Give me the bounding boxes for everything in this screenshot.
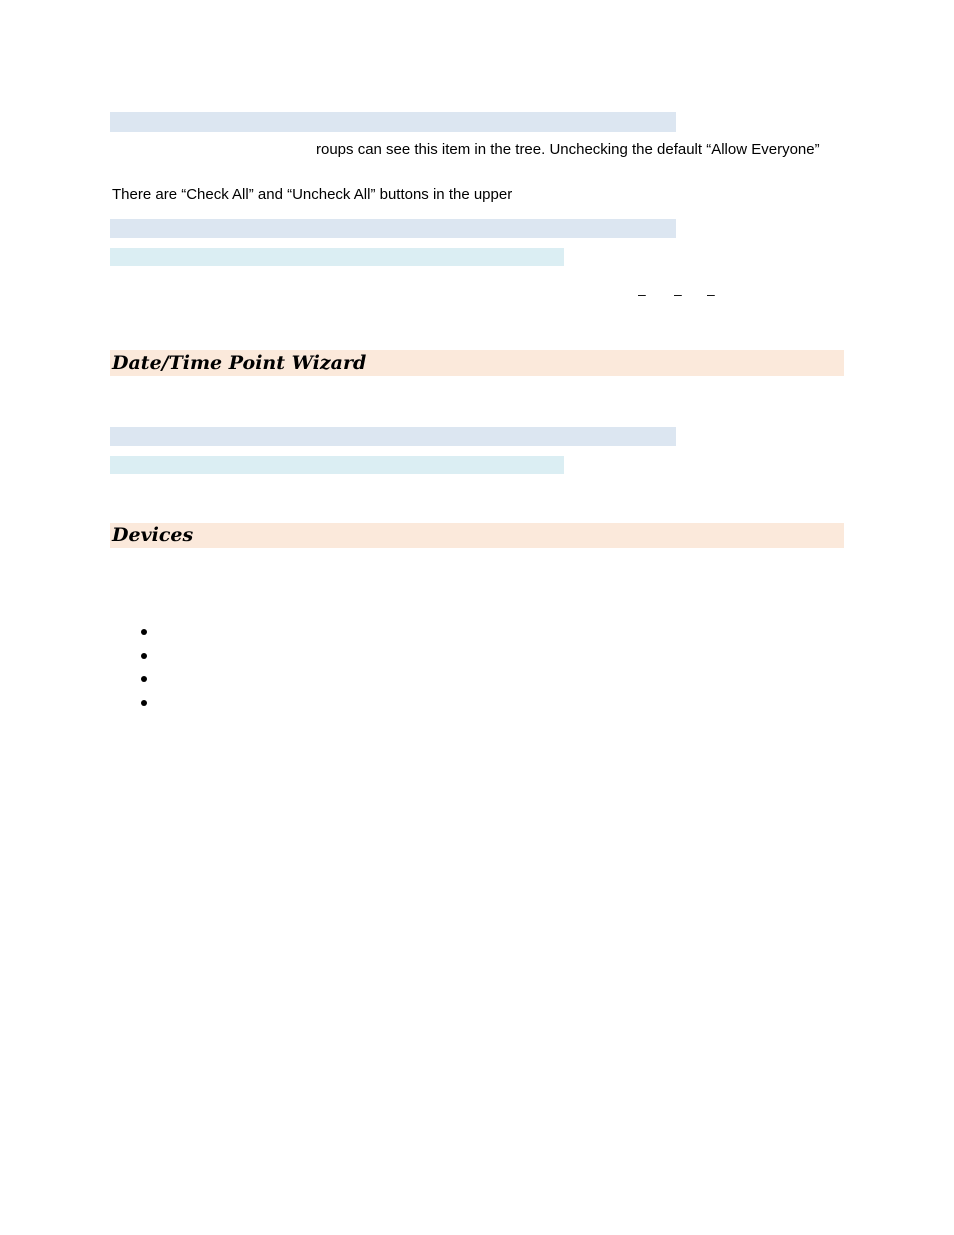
bullet-icon bbox=[141, 676, 147, 682]
section-heading-devices: Devices bbox=[110, 523, 844, 548]
dash-mark: – bbox=[674, 286, 682, 302]
list-item bbox=[140, 669, 148, 693]
bullet-icon bbox=[141, 700, 147, 706]
dash-mark: – bbox=[707, 286, 715, 302]
bullet-icon bbox=[141, 653, 147, 659]
list-item bbox=[140, 646, 148, 670]
dash-mark: – bbox=[638, 286, 646, 302]
bullet-icon bbox=[141, 629, 147, 635]
highlight-bar bbox=[110, 219, 676, 238]
highlight-bar bbox=[110, 112, 676, 132]
highlight-bar bbox=[110, 427, 676, 446]
list-item bbox=[140, 622, 148, 646]
devices-bullet-list bbox=[140, 622, 148, 717]
highlight-bar bbox=[110, 456, 564, 474]
highlight-bar bbox=[110, 248, 564, 266]
paragraph-check-all-buttons: There are “Check All” and “Uncheck All” buttons in the upper bbox=[112, 186, 513, 203]
section-heading-datetime-wizard: Date/Time Point Wizard bbox=[110, 350, 844, 376]
list-item bbox=[140, 693, 148, 717]
paragraph-groups-visibility: roups can see this item in the tree. Unchecking the default “Allow Everyone” bbox=[316, 141, 820, 158]
